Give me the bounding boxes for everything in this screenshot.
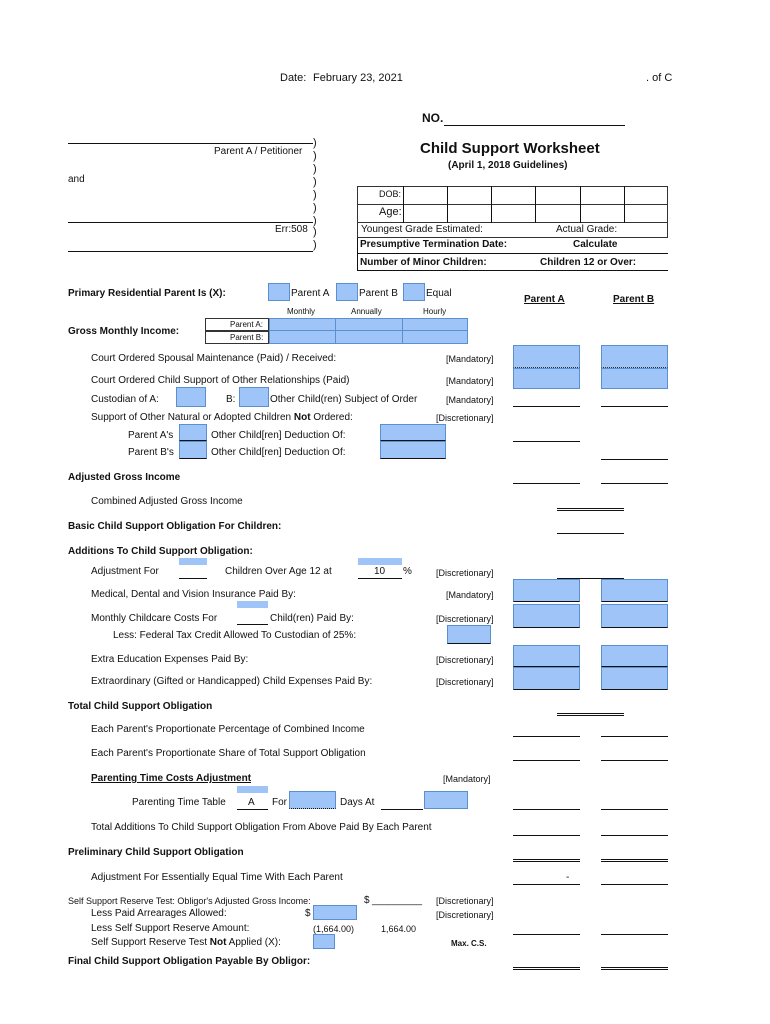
parenting-table-label: Parenting Time Table: [132, 797, 226, 808]
not-applied-label: Self Support Reserve Test: [91, 937, 210, 948]
caption-paren: ): [313, 150, 317, 162]
reserve-income-field[interactable]: _________: [372, 895, 423, 906]
caption-paren: ): [313, 239, 317, 251]
childcare-label: Monthly Childcare Costs For: [91, 613, 218, 624]
termination-date-label: Presumptive Termination Date:: [360, 239, 508, 250]
reserve-tag-1: [Discretionary]: [436, 896, 494, 906]
deduction-parent-b[interactable]: [601, 459, 668, 460]
percent-sign: %: [403, 566, 412, 577]
adjustment-indicator: [179, 558, 207, 565]
total-obligation-label: Total Child Support Obligation: [68, 701, 213, 712]
parent-b-s-label: Parent B's: [128, 447, 174, 458]
calculate-label: Calculate: [573, 239, 618, 250]
childcare-post-label: Child(ren) Paid By:: [270, 613, 354, 624]
caption-line: [68, 251, 313, 252]
reserve-neg-value: (1,664.00): [313, 924, 355, 934]
date-label: Date:: [280, 72, 307, 84]
equal-time-parent-b: [601, 884, 668, 885]
other-subject-parent-b[interactable]: [601, 406, 668, 407]
adjusted-parent-b: [601, 483, 668, 484]
support-natural-label: Support of Other Natural or Adopted Children: [91, 412, 294, 423]
medical-parent-a[interactable]: [513, 579, 580, 602]
income-b-monthly[interactable]: [269, 330, 336, 344]
err-label: Err:508: [275, 224, 308, 235]
other-relationships-label: Court Ordered Child Support of Other Relationships (Paid): [91, 375, 350, 386]
hourly-header: Hourly: [423, 307, 447, 316]
parent-b-name-field[interactable]: [68, 222, 313, 223]
pct-income-parent-b: [601, 736, 668, 737]
children-12-label: Children 12 or Over:: [540, 257, 637, 268]
childcare-parent-a[interactable]: [513, 604, 580, 628]
parent-b-s-field[interactable]: [179, 441, 207, 459]
adjusted-parent-a: [513, 483, 580, 484]
dob-label: DOB:: [379, 189, 402, 199]
tax-credit-label: Less: Federal Tax Credit Allowed To Custodian of 25%:: [113, 630, 357, 641]
adjustment-tag: [Discretionary]: [436, 568, 494, 578]
annually-header: Annually: [351, 307, 382, 316]
days-at-field[interactable]: [381, 809, 423, 810]
parent-a-deduction-label: Other Child[ren] Deduction Of:: [211, 430, 346, 441]
medical-parent-b[interactable]: [601, 579, 668, 602]
caption-paren: ): [313, 226, 317, 238]
minor-children-label: Number of Minor Children:: [360, 257, 487, 268]
reserve-dollar: $: [364, 895, 370, 906]
parenting-parent-b: [601, 809, 668, 810]
date-value: February 23, 2021: [313, 72, 403, 84]
extraordinary-parent-b[interactable]: [601, 667, 668, 690]
equal-time-value: -: [566, 872, 570, 883]
page-subtitle: (April 1, 2018 Guidelines): [448, 160, 568, 171]
preliminary-parent-a: [513, 859, 580, 862]
parenting-for-label: For: [272, 797, 287, 808]
basic-obligation-value: [557, 533, 624, 534]
parent-a-deduction-field[interactable]: [380, 424, 446, 441]
equal-time-label: Adjustment For Essentially Equal Time With Each Parent: [91, 872, 343, 883]
income-row-b: Parent B:: [230, 333, 264, 342]
additions-label: Additions To Child Support Obligation:: [68, 546, 253, 557]
not-applied-not: Not: [209, 937, 227, 948]
parenting-days-field[interactable]: [289, 791, 336, 809]
deduction-parent-a[interactable]: [513, 441, 580, 442]
education-parent-a[interactable]: [513, 645, 580, 667]
income-b-annually[interactable]: [335, 330, 403, 344]
preliminary-parent-b: [601, 859, 668, 862]
equal-time-parent-a: [513, 884, 580, 885]
other-subject-parent-a[interactable]: [513, 406, 580, 407]
final-parent-b: [601, 967, 668, 970]
over-12-label: Children Over Age 12 at: [225, 566, 332, 577]
spousal-tag: [Mandatory]: [446, 354, 494, 364]
arrearages-label: Less Paid Arrearages Allowed:: [91, 908, 227, 919]
custodian-b-label: B:: [226, 394, 236, 405]
parenting-time-label: Parenting Time Costs Adjustment: [91, 773, 252, 784]
page-title: Child Support Worksheet: [420, 140, 600, 157]
arrearages-field[interactable]: [313, 905, 357, 920]
caption-paren: ): [313, 176, 317, 188]
monthly-header: Monthly: [287, 307, 316, 316]
medical-tag: [Mandatory]: [446, 590, 494, 600]
parenting-table-value[interactable]: A: [248, 797, 255, 808]
youngest-grade-label: Youngest Grade Estimated:: [361, 224, 483, 235]
support-natural-post: Ordered:: [310, 412, 353, 423]
other-relationships-tag: [Mandatory]: [446, 376, 494, 386]
not-applied-post: Applied (X):: [226, 937, 281, 948]
reserve-test-label: Self Support Reserve Test: Obligor's Adjusted Gross Income:: [68, 896, 311, 906]
support-natural-tag: [Discretionary]: [436, 413, 494, 423]
final-parent-a: [513, 967, 580, 970]
other-rel-parent-a[interactable]: [513, 368, 580, 389]
parent-a-checkbox[interactable]: [268, 283, 290, 301]
age-label: Age:: [379, 206, 402, 218]
arrearages-dollar: $: [305, 908, 311, 919]
tax-credit-field[interactable]: [447, 625, 491, 644]
actual-grade-label: Actual Grade:: [556, 224, 618, 235]
support-natural-not: Not: [293, 412, 311, 423]
parent-a-caption: Parent A / Petitioner: [214, 146, 303, 157]
reserve-amount-label: Less Self Support Reserve Amount:: [91, 923, 250, 934]
parent-a-name-field[interactable]: [68, 143, 313, 144]
income-b-hourly[interactable]: [402, 330, 468, 344]
combined-income-value: [557, 508, 624, 511]
childcare-tag: [Discretionary]: [436, 614, 494, 624]
gross-income-label: Gross Monthly Income:: [68, 326, 180, 337]
share-parent-b: [601, 760, 668, 761]
spousal-parent-a[interactable]: [513, 345, 580, 368]
custodian-a-label: Custodian of A:: [91, 394, 159, 405]
spousal-parent-b[interactable]: [601, 345, 668, 368]
share-label: Each Parent's Proportionate Share of Total Support Obligation: [91, 748, 366, 759]
caption-paren: ): [313, 202, 317, 214]
pct-income-label: Each Parent's Proportionate Percentage of Combined Income: [91, 724, 365, 735]
basic-obligation-label: Basic Child Support Obligation For Children:: [68, 521, 282, 532]
extraordinary-label: Extraordinary (Gifted or Handicapped) Child Expenses Paid By:: [91, 676, 373, 687]
parenting-parent-a: [513, 809, 580, 810]
no-label: NO.: [422, 111, 444, 125]
caption-paren: ): [313, 137, 317, 149]
caption-paren: ): [313, 215, 317, 227]
parent-b-deduction-label: Other Child[ren] Deduction Of:: [211, 447, 346, 458]
education-parent-b[interactable]: [601, 645, 668, 667]
share-parent-a: [513, 760, 580, 761]
page-of: . of C: [646, 72, 673, 84]
pct-income-parent-a: [513, 736, 580, 737]
percent-value[interactable]: 10: [374, 566, 386, 577]
total-additions-parent-b: [601, 835, 668, 836]
childcare-parent-b[interactable]: [601, 604, 668, 628]
childcare-count-field[interactable]: [237, 624, 268, 625]
adjusted-gross-label: Adjusted Gross Income: [68, 472, 181, 483]
adjustment-count-field[interactable]: [179, 578, 207, 579]
equal-option: Equal: [426, 288, 452, 299]
spousal-label: Court Ordered Spousal Maintenance (Paid) / Received:: [91, 353, 337, 364]
reserve-pos-value: 1,664.00: [381, 924, 417, 934]
final-obligation-label: Final Child Support Obligation Payable By Obligor:: [68, 956, 311, 967]
other-subject-label: Other Child(ren) Subject of Order: [270, 394, 418, 405]
education-tag: [Discretionary]: [436, 655, 494, 665]
parent-a-option: Parent A: [291, 288, 330, 299]
parent-a-s-field[interactable]: [179, 424, 207, 441]
days-at-label: Days At: [340, 797, 375, 808]
and-label: and: [68, 174, 85, 185]
other-rel-parent-b[interactable]: [601, 368, 668, 389]
extraordinary-tag: [Discretionary]: [436, 677, 494, 687]
medical-label: Medical, Dental and Vision Insurance Paid By:: [91, 589, 296, 600]
parenting-time-tag: [Mandatory]: [443, 774, 491, 784]
parent-b-checkbox[interactable]: [336, 283, 358, 301]
reserve-parent-b: [601, 934, 668, 935]
parent-a-s-label: Parent A's: [128, 430, 174, 441]
extraordinary-parent-a[interactable]: [513, 667, 580, 690]
income-row-a: Parent A:: [230, 320, 263, 329]
column-parent-b: Parent B: [613, 294, 655, 305]
parent-b-deduction-field[interactable]: [380, 441, 446, 459]
equal-checkbox[interactable]: [403, 283, 425, 301]
reserve-tag-2: [Discretionary]: [436, 910, 494, 920]
custodian-b-field[interactable]: [239, 387, 269, 407]
not-applied-checkbox[interactable]: [313, 934, 335, 949]
column-parent-a: Parent A: [524, 294, 565, 305]
total-additions-label: Total Additions To Child Support Obligation From Above Paid By Each Parent: [91, 822, 432, 833]
caption-paren: ): [313, 163, 317, 175]
education-label: Extra Education Expenses Paid By:: [91, 654, 249, 665]
combined-income-label: Combined Adjusted Gross Income: [91, 496, 243, 507]
total-additions-parent-a: [513, 835, 580, 836]
caption-paren: ): [313, 189, 317, 201]
preliminary-label: Preliminary Child Support Obligation: [68, 847, 244, 858]
custodian-a-field[interactable]: [176, 387, 206, 407]
adjustment-for-label: Adjustment For: [91, 566, 159, 577]
max-cs-label: Max. C.S.: [451, 939, 487, 948]
residential-label: Primary Residential Parent Is (X):: [68, 288, 226, 299]
parenting-rate-field[interactable]: [424, 791, 468, 809]
other-subject-tag: [Mandatory]: [446, 395, 494, 405]
parent-b-option: Parent B: [359, 288, 398, 299]
total-obligation-value: [557, 713, 624, 716]
reserve-parent-a: [513, 934, 580, 935]
no-field[interactable]: [444, 125, 625, 126]
